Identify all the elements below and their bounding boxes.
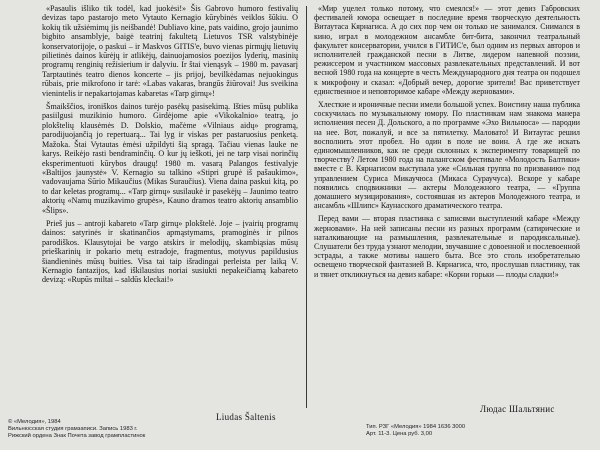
copyright-line: © «Мелодия», 1984 [8, 419, 61, 425]
print-line: Тип. РЗГ «Мелодия» 1984 1636 3000 [366, 424, 466, 430]
lithuanian-text-column [42, 4, 298, 289]
column-divider [306, 6, 307, 408]
lt-paragraph-1: «Pasaulis išliko tik todėl, kad juokėsi!» Šis Gabrovo humoro festivalių devizas tapo pastarojo meto Vytauto Kernagio kūrybinės veiklos šūkiu. O kokių tik užsiėmimų jis neišbandė! Dubliavo kine, pats vaidino, grojo jaunimo bigbito ansamblyje, baigė teatrinį fakultetą Lietuvos TSR valstybinėje konservatorijoje, o paskui – ir Maskvos GITIS'e, buvo vienas pirmųjų lietuvių pilietinės dainos kūrėjų ir atlikėjų, dainuojamosios poezijos lyderių, masinių programų renginių režisierium ir dalyviu. Ir štai vienąsyk – 1980 m. pavasarį Tarptautinės teatro dienos koncerte – jis prijoj, bevilkėdamas nejuokingus rūbais, prie mikrofono ir tarė: «Labas vakaras, brangūs žiūrovai! Jus sveikina vienintelis ir nepakartojamas kabaretas «Tarp girnų»! [42, 4, 298, 98]
ru-paragraph-1: «Мир уцелел только потому, что смеялся!» — этот девиз Габровских фестивалей юмора освещает в последние время творческую деятельность Витаутаса Кярнагиса. А до сих пор чем он только не занимался. Снимался в кино, играл в молодежном ансамбле бит-бита, закончил театральный факультет консерватории, учился в ГИТИС'е, был одним из первых авторов и исполнителей гражданской песни в Литве, лидером напевной поэзии, режиссером и участником массовых развлекательных представлений. И вот весной 1980 года на концерте в честь Международного дня театра он подошел к микрофону и сказал: «Добрый вечер, дорогие зрители! Вас приветствует единственное и неповторимое кабаре «Между жерновами». [314, 4, 580, 96]
lt-paragraph-2: Šmaikščios, ironiškos dainos turėjo pasėkų pasisekimą. Išties mūsų publika pasiilgusi muzikinio humoro. Girdėjome apie «Vikokalnio» teatrą, jo plokštelių klausėmės D. Dolskio, mačėme «Vilniaus aidų» programą, parodijuojančią jo repertuarą... Tai lyg ir viskas per pastaruosius penketą. Mažoka. Štai Vytautas ėmėsi užpildyti šią spragą. Tačiau vienas lauke ne karys. Reikėjo rasti bendraminčių. O kur jų ieškoti, jei ne tarp visai norinčių eksperimentuoti kūrybos draugų! 1980 m. vasarą Palangos festivalyje «Baltijos jaunystė» V. Kernagio su talkino «Stipri grupė iš pašaukimo», vadovaujama Sūrio Mikaučius (Mikas Suraučius). Viena daina paskui kitą, po to dar keletas programų... «Tarp girnų» susilaukė ir pasekėjų – Jaunimo teatro aktorių «Namų muzikavimo grupės», Kauno dramos teatro aktorių ansamblio «Šlips». [42, 102, 298, 215]
factory-line: Рижский ордена Знак Почета завод грампластинок [8, 433, 146, 440]
lt-paragraph-3: Prieš jus – antroji kabareto «Tarp girnų» plokštelė. Joje – įvairių programų dainos: satyrinės ir skatinančios apmąstymams, pramoginės ir pilnos parodiškos. Klausytojai be vargo atskirs ir melodijų, skambiąsias mūsų prieškarinių ir pokario metų estradoje, fragmentus, motyvus papildusius šiandieninės mūsų buities. Visa tai taip išradingai perleista per laiką V. Kernagio fantazijos, kad iškilausius noriai susiukti nepakeičiamą kabareto devizą: «Rupūs miltai – saldūs kleckai!» [42, 218, 298, 285]
lithuanian-signature: Liudas Šaltenis [216, 412, 276, 422]
ru-paragraph-2: Хлесткие и ироничные песни имели большой успех. Воистину наша публика соскучилась по музыкальному юмору. По пластинкам нам знакома манера исполнения песен Д. Дольского, а по программе «Эхо Вильнюса» — пародии на нее. Вот, пожалуй, и все за пятилетку. Маловато! И Витаутас решил восполнить этот пробел. Но один в поле не воин. А где же искать единомышленников, как не среди склонных к эксперименту товарищей по творчеству? Летом 1980 года на палангском фестивале «Молодость Балтики» вместе с В. Кярнагисом выступала уже «Сильная группа по призванию» под управлением Суриса Микаучюса (Микаса Сураучуса). Вскоре у кабаре появились сподвижники — актеры Молодежного театра, — «Группа домашнего музицирования», состоявшая из актеров Молодежного театра, и ансамбль «Шлипс» Каунасского драматического театра. [314, 100, 580, 211]
print-and-price-info [366, 424, 465, 438]
price-line: Арт. 11-3. Цена руб. 3,00 [366, 431, 433, 438]
russian-signature: Людас Шальтянис [480, 404, 555, 414]
studio-line: Вильнюсская студия грамзаписи. Запись 1983 г. [8, 426, 138, 433]
ru-paragraph-3: Перед вами — вторая пластинка с записями выступлений кабаре «Между жерновами». На ней записаны песни из разных программ (сатирические и наталкивающие на размышления, развлекательные и пародиксальные). Слушатели без труда узнают мелодии, звучавшие с довоенной и послевоенной эстрады, а также мотивы нашего быта. Все это столь изобретательно освещено творческой фантазией В. Кярнагиса, что, прослушав пластинку, так и тянет откликнуться на девиз кабаре: «Корни горьки — плоды сладки!» [314, 214, 580, 279]
production-credits [8, 419, 145, 441]
russian-text-column [314, 4, 580, 283]
